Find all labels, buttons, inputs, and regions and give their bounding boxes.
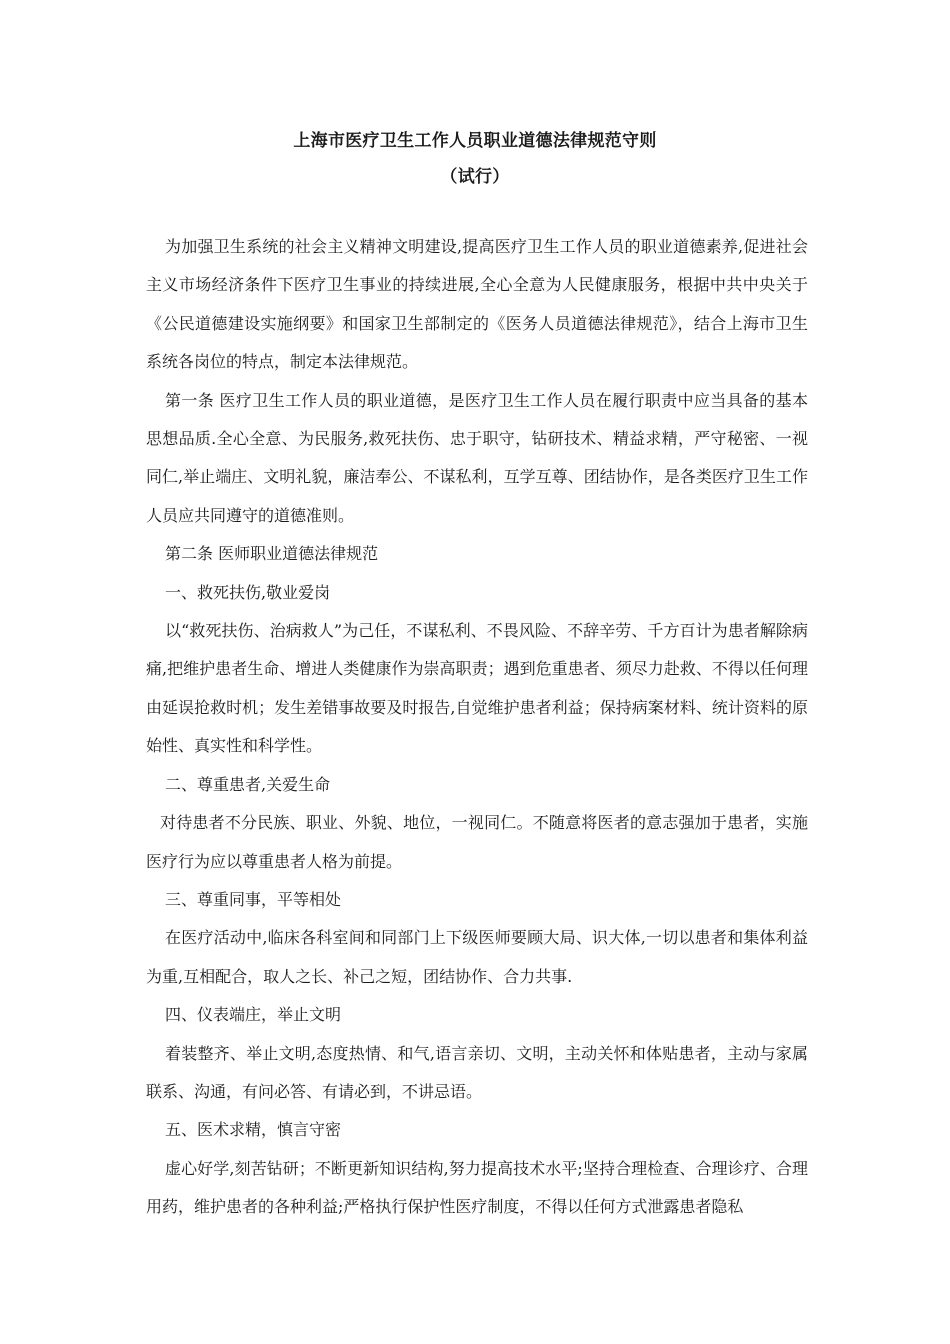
section-5-paragraph: 虚心好学,刻苦钻研；不断更新知识结构,努力提高技术水平;坚持合理检查、合理诊疗、合理用药，维护患者的各种利益;严格执行保护性医疗制度，不得以任何方式泄露患者隐私	[146, 1158, 808, 1217]
section-4-heading: 四、仪表端庄，举止文明	[165, 1005, 342, 1025]
section-5-heading: 五、医术求精，慎言守密	[165, 1120, 342, 1140]
section-1-paragraph: 以“救死扶伤、治病救人”为己任，不谋私利、不畏风险、不辞辛劳、千方百计为患者解除病痛,把维护患者生命、增进人类健康作为崇高职责；遇到危重患者、须尽力赴救、不得以任何理由延误抢救时机；发生差错事故要及时报告,自觉维护患者利益；保持病案材料、统计资料的原始性、真实性和科学性。	[146, 621, 808, 756]
section-3-paragraph: 在医疗活动中,临床各科室间和同部门上下级医师要顾大局、识大体,一切以患者和集体利益为重,互相配合，取人之长、补己之短，团结协作、合力共事.	[146, 928, 808, 986]
article-1-paragraph: 第一条 医疗卫生工作人员的职业道德，是医疗卫生工作人员在履行职责中应当具备的基本思想品质.全心全意、为民服务,救死扶伤、忠于职守，钻研技术、精益求精，严守秘密、一视同仁,举止端庄、文明礼貌，廉洁奉公、不谋私利，互学互尊、团结协作，是各类医疗卫生工作人员应共同遵守的道德准则。	[146, 390, 808, 525]
document-subtitle: （试行）	[440, 167, 510, 187]
section-3-heading: 三、尊重同事，平等相处	[165, 889, 342, 909]
section-4-paragraph: 着装整齐、举止文明,态度热情、和气,语言亲切、文明，主动关怀和体贴患者，主动与家属联系、沟通，有问必答、有请必到，不讲忌语。	[146, 1043, 808, 1101]
section-2-heading: 二、尊重患者,关爱生命	[165, 774, 331, 794]
document-body	[146, 228, 808, 1227]
preamble-paragraph: 为加强卫生系统的社会主义精神文明建设,提高医疗卫生工作人员的职业道德素养,促进社会主义市场经济条件下医疗卫生事业的持续进展,全心全意为人民健康服务，根据中共中央关于《公民道德建设实施纲要》和国家卫生部制定的《医务人员道德法律规范》，结合上海市卫生系统各岗位的特点，制定本法律规范。	[146, 237, 808, 372]
document-title: 上海市医疗卫生工作人员职业道德法律规范守则	[293, 131, 657, 151]
section-2-paragraph: 对待患者不分民族、职业、外貌、地位，一视同仁。不随意将医者的意志强加于患者，实施医疗行为应以尊重患者人格为前提。	[146, 813, 808, 871]
section-1-heading: 一、救死扶伤,敬业爱岗	[165, 582, 331, 602]
article-2-heading: 第二条 医师职业道德法律规范	[165, 544, 379, 564]
